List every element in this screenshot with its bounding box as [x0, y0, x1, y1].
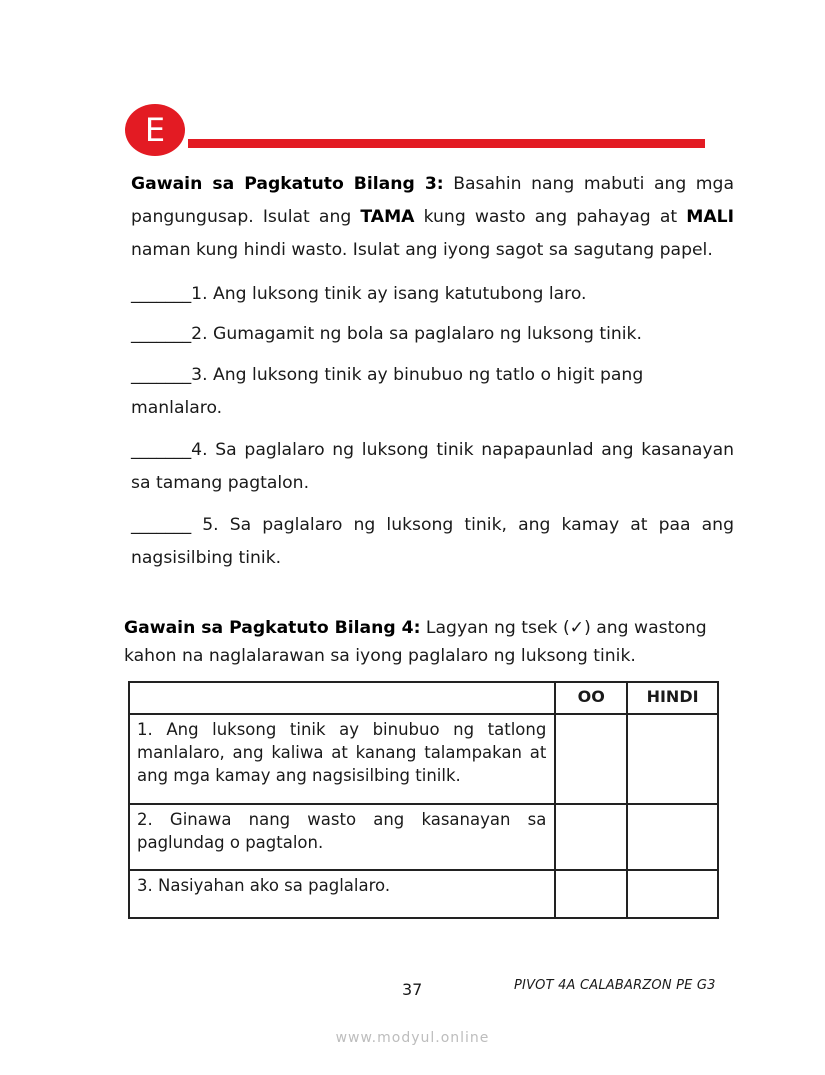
table-row: [129, 870, 718, 918]
activity4-title: Gawain sa Pagkatuto Bilang 4:: [124, 618, 421, 638]
keyword-tama: TAMA: [360, 207, 415, 227]
checkbox-hindi[interactable]: [627, 804, 718, 870]
list-item: [131, 434, 734, 500]
answer-blank: _______: [131, 440, 192, 460]
activity3-title: Gawain sa Pagkatuto Bilang 3:: [131, 174, 444, 194]
checkbox-hindi[interactable]: [627, 714, 718, 804]
item-text: 4. Sa paglalaro ng luksong tinik napapaunlad ang kasanayan sa tamang pagtalon.: [131, 440, 734, 493]
checkbox-oo[interactable]: [555, 870, 627, 918]
watermark: www.modyul.online: [335, 1030, 490, 1046]
activity3-instructions: [131, 168, 734, 267]
item-text: 2. Gumagamit ng bola sa paglalaro ng luksong tinik.: [191, 324, 642, 344]
list-item: [131, 278, 734, 311]
page-number: 37: [402, 980, 423, 999]
statement-cell: 1. Ang luksong tinik ay binubuo ng tatlong manlalaro, ang kaliwa at kanang talampakan at ang mga kamay ang nagsisilbing tinilk.: [129, 714, 555, 804]
list-item: [131, 359, 734, 425]
item-text: 3. Ang luksong tinik ay binubuo ng tatlo o higit pang: [191, 365, 644, 385]
section-divider-bar: [188, 139, 705, 148]
activity3-instruction-part2: kung wasto ang pahayag at: [414, 207, 687, 227]
checkbox-oo[interactable]: [555, 714, 627, 804]
table-row: [129, 804, 718, 870]
checkbox-oo[interactable]: [555, 804, 627, 870]
statement-cell: 2. Ginawa nang wasto ang kasanayan sa paglundag o pagtalon.: [129, 804, 555, 870]
activity3-instruction-part3: naman kung hindi wasto. Isulat ang iyong sagot sa sagutang papel.: [131, 240, 713, 260]
activity4-instruction: Lagyan ng tsek (✓) ang wastong kahon na naglalarawan sa iyong paglalaro ng luksong tinik.: [124, 618, 707, 666]
table-header-row: [129, 682, 718, 714]
answer-blank: _______: [131, 324, 192, 344]
list-item: [131, 509, 734, 575]
module-title: PIVOT 4A CALABARZON PE G3: [514, 978, 716, 993]
checkbox-hindi[interactable]: [627, 870, 718, 918]
header-oo: OO: [555, 682, 627, 714]
answer-blank: _______: [131, 515, 192, 535]
item-text: 5. Sa paglalaro ng luksong tinik, ang kamay at paa ang nagsisilbing tinik.: [131, 515, 734, 568]
answer-blank: _______: [131, 284, 192, 304]
answer-blank: _______: [131, 365, 192, 385]
statement-cell: 3. Nasiyahan ako sa paglalaro.: [129, 870, 555, 918]
header-statement: [129, 682, 555, 714]
item-text: 1. Ang luksong tinik ay isang katutubong laro.: [191, 284, 587, 304]
activity3-instruction-part1: Basahin nang mabuti ang mga pangungusap. Isulat ang: [131, 174, 734, 227]
header-hindi: HINDI: [627, 682, 718, 714]
table-row: [129, 714, 718, 804]
section-letter-badge: E: [125, 104, 185, 156]
activity4-instructions: [124, 614, 744, 670]
self-assessment-table: [128, 681, 719, 919]
item-text-continuation: manlalaro.: [131, 398, 223, 418]
list-item: [131, 318, 734, 351]
keyword-mali: MALI: [686, 207, 734, 227]
